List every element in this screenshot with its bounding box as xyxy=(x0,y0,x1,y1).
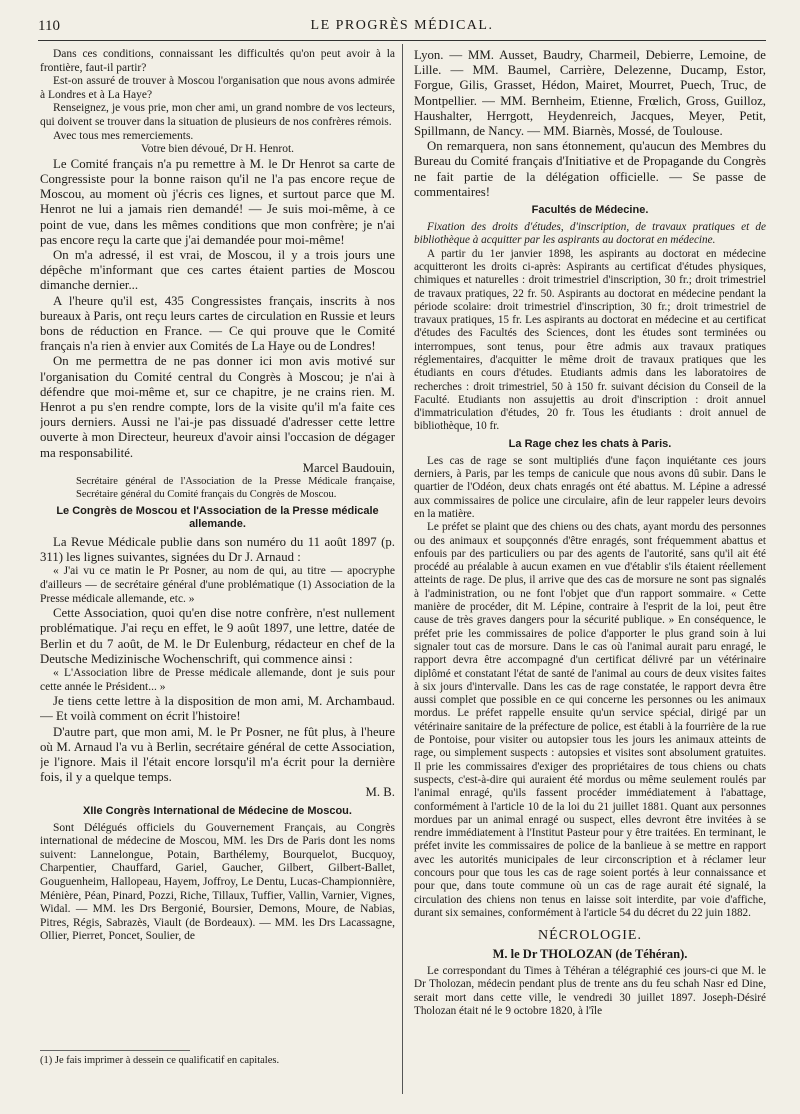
article-paragraph: Le correspondant du Times à Téhéran a télégraphié ces jours-ci que M. le Dr Tholozan, médecin pendant plus de trente ans du feu schah Nasr ed Dine, serait mort dans cette ville, le vendredi 30 juillet 1897. Joseph-Désiré Tholozan était né le 9 octobre 1820, à l'île xyxy=(414,965,766,1018)
article-paragraph: Cette Association, quoi qu'en dise notre confrère, n'est nullement problématique. J'ai reçu en effet, le 9 août 1897, une lettre, datée de Berlin et du 7 août, de M. le Dr Eulenburg, rédacteur en chef de la Deutsche Medizinische Wochenschrift, qui commence ainsi : xyxy=(40,606,395,666)
header-rule xyxy=(38,40,766,41)
obituary-subject: M. le Dr THOLOZAN (de Téhéran). xyxy=(492,947,688,962)
footnote xyxy=(40,1050,395,1067)
page-number: 110 xyxy=(38,18,60,34)
letter-paragraph: Est-on assuré de trouver à Moscou l'organisation que nous avons admirée à Londres et à La Haye? xyxy=(40,75,395,101)
section-heading: La Rage chez les chats à Paris. xyxy=(508,437,672,450)
letter-paragraph: Dans ces conditions, connaissant les difficultés qu'on peut avoir à la frontière, faut-il partir? xyxy=(40,48,395,74)
article-paragraph: Le Comité français n'a pu remettre à M. le Dr Henrot sa carte de Congressiste pour la bonne raison qu'il ne l'a pas encore reçue de Moscou, au moment où j'écris ces lignes, et surtout parce que M. Henrot ne lui a jamais rien demandé! — Je suis moi-même, à ce point de vue, dans les mêmes conditions que mon confrère; je n'ai pas encore reçu la carte que j'ai demandée pour moi-même! xyxy=(40,156,395,247)
article-paragraph: Le préfet se plaint que des chiens ou des chats, ayant mordu des personnes ou des animaux et soupçonnés d'être enragés, sont fréquemment abattus et enfouis par des particuliers ou par des agents de l'autorité, sans qu'il ait été procédé au préalable à aucun examen en vue d'établir s'ils étaient réellement atteints de rage. De plus, il arrive que des cas de morsure ne sont pas signalés à l'administration, ou ne font l'objet que d'un rapport sommaire. « Cette manière de procéder, dit M. Lépine, contraire à l'esprit de la loi, peut être cause de très graves dangers pour la sécurité publique. » En conséquence, le préfet prie les commissaires de police d'apporter le plus grand soin à lui signaler tout cas de morsure. Dans le cas où l'animal aurait paru enragé, le rapport devra être accompagné d'un certificat délivré par un vétérinaire diplômé et constatant l'état de santé de l'animal au cours de deux visites faites à six jours d'intervalle. Dans les cas de rage constatée, le rapport devra être aussi complet que possible en ce qui concerne les personnes ou les animaux mordus. Le préfet rappelle ensuite qu'un service spécial, dirigé par un vétérinaire sanitaire de la préfecture de police, est établi à la fourrière de la rue de Pontoise, pour visiter ou autopsier tous les jours les animaux atteints de rage, ou simplement suspects : autopsies et visites sont absolument gratuites. Il prie les commissaires d'exiger des propriétaires de tous chiens ou chats suspects, c'est-à-dire qui auraient été mordus ou même seulement roulés par l'animal enragé, qu'ils fassent procéder immédiatement à l'abattage, conformément à l'article 10 de la loi du 21 juillet 1881. Quant aux personnes mordues par un animal enragé ou suspect, elles devront être invitées à se rendre immédiatement à l'Institut Pasteur pour y être traitées. En terminant, le préfet invite les commissaires de police de la banlieue à se mettre en rapport avec les autorités municipales de leur circonscription et à réclamer leur concours pour que tous les cas de rage soient portés à leur connaissance et pour que, dans toute commune où un cas de rage aurait été signalé, la circulation des chiens non tenus en laisse soit interdite, par voie d'affiche, durant six semaines, conformément à l'article 54 du décret du 22 juin 1882. xyxy=(414,521,766,919)
section-heading: XIIe Congrès International de Médecine de Moscou. xyxy=(83,804,352,817)
section-heading: Facultés de Médecine. xyxy=(531,204,649,217)
quotation: « J'ai vu ce matin le Pr Posner, au nom de qui, au titre — apocryphe d'ailleurs — de secrétaire général d'une problématique (1) Association de la Presse médicale allemande, etc. » xyxy=(40,565,395,605)
article-paragraph: A partir du 1er janvier 1898, les aspirants au doctorat en médecine acquitteront les droits ci-après: Aspirants au certificat d'études physiques, chimiques et naturelles : droit trimestriel d'inscription, 30 fr.; droit trimestriel de travaux pratiques, 22 fr. 50. Aspirants au doctorat en médecine pendant la période scolaire: droit trimestriel d'inscription, 30 fr.; droit trimestriel de travaux pratiques, 15 fr. Les aspirants au doctorat en médecine et au certificat d'études des Facultés des Sciences, dont les études sont terminées ou interrompues, sont tenus, pour être admis aux travaux pratiques réglementaires, d'acquitter le même droit de travaux pratiques que les étudiants en cours d'études. Etudiants admis dans les laboratoires de recherches : droit trimestriel, 50 à 150 fr. suivant décision du Conseil de la Faculté. Etudiants non assujettis au droit d'inscription : droit annuel d'immatriculation d'études, 20 fr. Tous les étudiants : droit annuel de bibliothèque, 10 fr. xyxy=(414,247,766,433)
letter-signature: Votre bien dévoué, Dr H. Henrot. xyxy=(140,143,295,156)
obituary-heading: NÉCROLOGIE. xyxy=(538,928,642,944)
article-paragraph: Sont Délégués officiels du Gouvernement Français, au Congrès international de médecine de Moscou, MM. les Drs de Paris dont les noms suivent: Lannelongue, Potain, Barthélemy, Bourquelot, Bucquoy, Charpentier, Chauffard, Gariel, Gaucher, Gilbert, Gilbert-Ballet, Gouguenheim, Hallopeau, Hayem, Joffroy, Le Dentu, Lucas-Championnière, Ménière, Péan, Pinard, Pozzi, Riche, Tillaux, Tuffier, Vallin, Varnier, Vignes, Widal. — MM. les Drs Bergonié, Boursier, Demons, Moure, de Nabias, Pitres, Régis, Sabrazès, Viault (de Bordeaux). — MM. les Drs Lacassagne, Ollier, Pierret, Poncet, Soulier, de xyxy=(40,821,395,943)
page-header xyxy=(38,18,766,40)
article-paragraph: On m'a adressé, il est vrai, de Moscou, il y a trois jours une dépêche m'informant que ces cartes étaient parties de Moscou dimanche dernier... xyxy=(40,247,395,293)
article-paragraph: D'autre part, que mon ami, M. le Pr Posner, ne fût plus, à l'heure où M. Arnaud l'a vu à Berlin, secrétaire général de cette Association, je l'ignore. Mais il l'était encore lorsqu'il m'a écrit pour la dernière fois, il y a quelque temps. xyxy=(40,724,395,785)
left-column xyxy=(40,48,395,1098)
right-column xyxy=(414,48,766,1098)
article-paragraph: On remarquera, non sans étonnement, qu'aucun des Membres du Bureau du Comité français d'Initiative et de Propagande du Congrès ne fait partie de la délégation officielle. — Se passe de commentaires! xyxy=(414,139,766,199)
article-paragraph: Les cas de rage se sont multipliés d'une façon inquiétante ces jours derniers, à Paris, par les temps de canicule que nous avons dû subir. Dans le quartier de l'Odéon, deux chats enragés ont été abattus. M. Lépine a adressé aux commissaires de police une circulaire, afin de leur rappeler leurs devoirs en la matière. xyxy=(414,454,766,520)
footnote-rule xyxy=(40,1050,190,1051)
section-subtitle: Fixation des droits d'études, d'inscription, de travaux pratiques et de bibliothèque à acquitter par les aspirants au doctorat en médecine. xyxy=(414,221,766,247)
letter-paragraph: Avec tous mes remerciements. xyxy=(53,129,194,142)
article-paragraph: Je tiens cette lettre à la disposition de mon ami, M. Archambaud. — Et voilà comment on écrit l'histoire! xyxy=(40,694,395,724)
article-paragraph: On me permettra de ne pas donner ici mon avis motivé sur l'organisation du Comité central du Congrès à Moscou; je n'ai à défendre que moi-même et, sur ce chapitre, je ne crains rien. M. Henrot a pu s'en rendre compte, lors de la visite qu'il m'a faite ces jours derniers. Aussi ne l'ai-je pas dissuadé d'adresser cette lettre ouverte à mon Directeur, heureux d'avoir ainsi l'occasion de dégager ma responsabilité. xyxy=(40,354,395,460)
running-title: LE PROGRÈS MÉDICAL. xyxy=(310,18,494,33)
quotation: « L'Association libre de Presse médicale allemande, dont je suis pour cette année le Président... » xyxy=(40,667,395,693)
letter-paragraph: Renseignez, je vous prie, mon cher ami, un grand nombre de vos lecteurs, qui doivent se trouver dans la situation de plusieurs de nos confrères rémois. xyxy=(40,102,395,128)
author-credit: Secrétaire général de l'Association de la Presse Médicale française, Secrétaire général du Comité français du Congrès de Moscou. xyxy=(76,476,395,500)
footnote-text: (1) Je fais imprimer à dessein ce qualificatif en capitales. xyxy=(40,1055,280,1066)
article-paragraph: Lyon. — MM. Ausset, Baudry, Charmeil, Debierre, Lemoine, de Lille. — MM. Baumel, Carrière, Delezenne, Ducamp, Estor, Forgue, Gilis, Grasset, Hédon, Mairet, Mourret, Puech, Truc, de Montpellier. — MM. Bernheim, Etienne, Frœlich, Gross, Guilloz, Haushalter, Herrgott, Heydenreich, Jacques, Meyer, Petit, Spillmann, de Nancy. — MM. Biarnès, Mossé, de Toulouse. xyxy=(414,48,766,139)
article-paragraph: A l'heure qu'il est, 435 Congressistes français, inscrits à nos bureaux à Paris, ont reçu leurs cartes de circulation en Russie et leurs bons de réduction en France. — Ce qui prouve que le Comité français n'a rien à envier aux Comités de La Haye ou de Londres! xyxy=(40,293,395,354)
column-divider xyxy=(402,44,403,1094)
article-paragraph: La Revue Médicale publie dans son numéro du 11 août 1897 (p. 311) les lignes suivantes, signées du Dr J. Arnaud : xyxy=(40,535,395,565)
author-signature: Marcel Baudouin, xyxy=(302,460,395,475)
initials-signature: M. B. xyxy=(365,785,395,800)
section-heading: Le Congrès de Moscou et l'Association de la Presse médicale allemande. xyxy=(56,505,379,531)
